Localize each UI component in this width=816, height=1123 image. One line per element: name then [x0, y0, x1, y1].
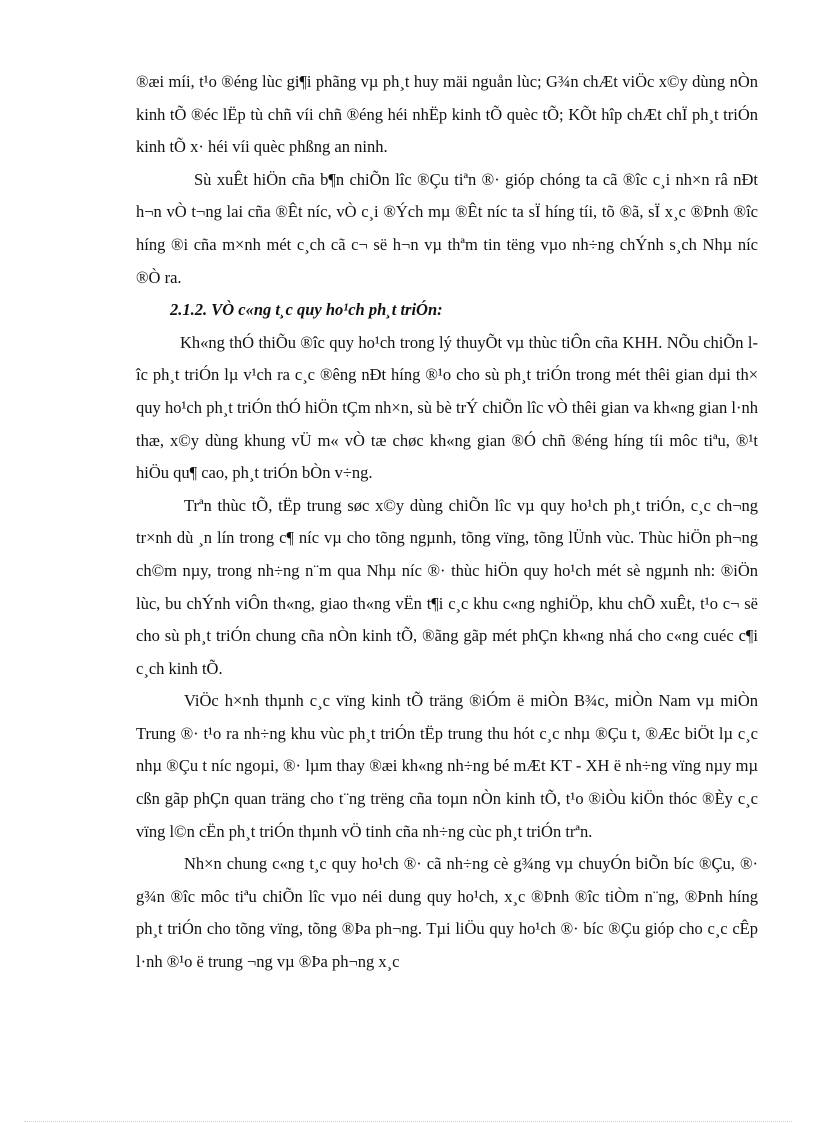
- paragraph-planning-summary: Nh×n chung c«ng t¸c quy ho¹ch ®· cã nh÷ng cè g¾ng vµ chuyÓn biÕn bíc ®Çu, ®· g¾n ®îc môc tiªu chiÕn lîc vµo néi dung quy ho¹ch, x¸c ®Þnh ®îc tiÒm n¨ng, ®Þnh híng ph¸t triÓn cho tõng vïng, tõng ®Þa ph¬ng. Tµi liÖu quy ho¹ch ®· bíc ®Çu gióp cho c¸c cÊp l·nh ®¹o ë trung ¬ng vµ ®Þa ph¬ng x¸c: [136, 854, 758, 972]
- page-bottom-divider: [24, 1121, 792, 1122]
- page-content: [136, 66, 758, 979]
- paragraph-planning-practice: Trªn thùc tÕ, tËp trung søc x©y dùng chiÕn lîc vµ quy ho¹ch ph¸t triÓn, c¸c ch¬ng tr×nh dù ¸n lín trong c¶ níc vµ cho tõng ngµnh, tõng vïng, tõng lÜnh vùc. Thùc hiÖn ph¬ng ch©m nµy, trong nh÷ng n¨m qua Nhµ níc ®· thùc hiÖn quy ho¹ch mét sè ngµnh nh: ®iÖn lùc, bu chÝnh viÔn th«ng, giao th«ng vËn t¶i c¸c khu c«ng nghiÖp, khu chÕ xuÊt, t¹o c¬ së cho sù ph¸t triÓn chung cña nÒn kinh tÕ, ®ãng gãp mét phÇn kh«ng nhá cho c«ng cuéc c¶i c¸ch kinh tÕ.: [136, 495, 758, 678]
- paragraph-planning-theory: Kh«ng thÓ thiÕu ®îc quy ho¹ch trong lý thuyÕt vµ thùc tiÔn cña KHH. NÕu chiÕn lîc ph¸t triÓn lµ v¹ch ra c¸c ®êng nÐt híng ®¹o cho sù ph¸t triÓn trong mét thêi gian dµi th× quy ho¹ch ph¸t triÓn thÓ hiÖn tÇm nh×n, sù bè trÝ chiÕn lîc vÒ thêi gian va kh«ng gian l·nh thæ, x©y dùng khung vÜ m« vÒ tæ chøc kh«ng gian ®Ó chñ ®éng híng tíi môc tiªu, ®¹t hiÖu qu¶ cao, ph¸t triÓn bÒn v÷ng.: [136, 332, 758, 483]
- section-heading: 2.1.2. VÒ c«ng t¸c quy ho¹ch ph¸t triÓn:: [170, 300, 443, 320]
- paragraph-strategy-impact: Sù xuÊt hiÖn cña b¶n chiÕn lîc ®Çu tiªn ®· gióp chóng ta cã ®îc c¸i nh×n râ nÐt h¬n vÒ t¬ng lai cña ®Êt níc, vÒ c¸i ®Ých mµ ®Êt níc ta sÏ híng tíi, tõ ®ã, sÏ x¸c ®Þnh ®îc híng ®i cña m×nh mét c¸ch cã c¬ së h¬n vµ thªm tin tëng vµo nh÷ng chÝnh s¸ch Nhµ níc ®Ò ra.: [136, 169, 758, 287]
- paragraph-economic-zones: ViÖc h×nh thµnh c¸c vïng kinh tÕ träng ®iÓm ë miÒn B¾c, miÒn Nam vµ miÒn Trung ®· t¹o ra nh÷ng khu vùc ph¸t triÓn tËp trung thu hót c¸c nhµ ®Çu t, ®Æc biÖt lµ c¸c nhµ ®Çu t níc ngoµi, ®· lµm thay ®æi kh«ng nh÷ng bé mÆt KT - XH ë nh÷ng vïng nµy mµ cßn gãp phÇn quan träng cho t¨ng trëng cña toµn nÒn kinh tÕ, t¹o ®iÒu kiÖn thóc ®Èy c¸c vïng l©n cËn ph¸t triÓn thµnh vÖ tinh cña nh÷ng cùc ph¸t triÓn trªn.: [136, 691, 758, 841]
- paragraph-continuation: ®æi míi, t¹o ®éng lùc gi¶i phãng vµ ph¸t huy mäi nguån lùc; G¾n chÆt viÖc x©y dùng nÒn kinh tÕ ®éc lËp tù chñ víi chñ ®éng héi nhËp kinh tÕ quèc tÕ; KÕt hîp chÆt chÏ ph¸t triÓn kinh tÕ x· héi víi quèc phßng an ninh.: [136, 72, 758, 157]
